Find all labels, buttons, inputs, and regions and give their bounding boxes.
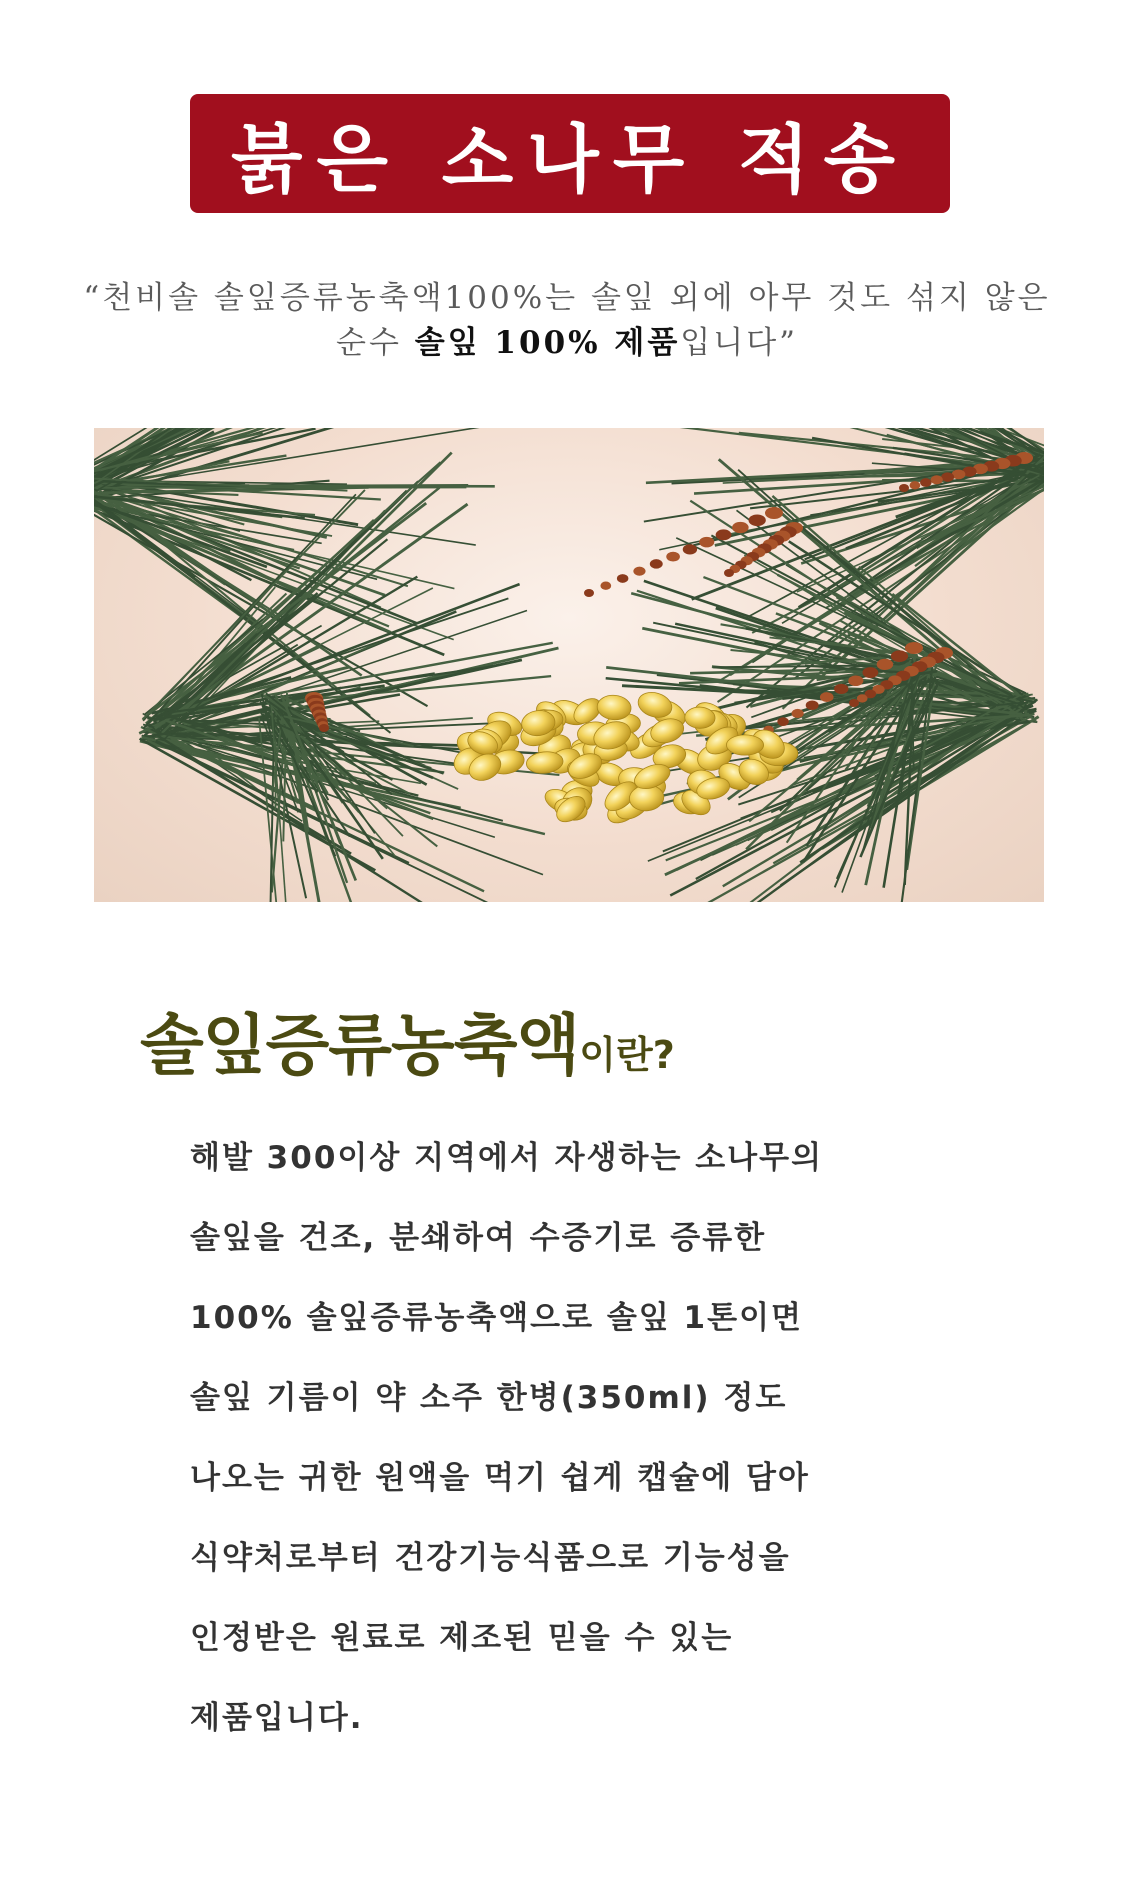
pine-catkin [650, 559, 663, 568]
pine-catkin [600, 582, 611, 590]
pine-catkin [941, 472, 954, 481]
description-line: 식약처로부터 건강기능식품으로 기능성을 [190, 1540, 791, 1576]
pine-catkin [899, 484, 909, 492]
quote-line-2-prefix: 순수 [336, 325, 415, 361]
description-line: 100% 솔잎증류농축액으로 솔잎 1톤이면 [190, 1300, 803, 1336]
pine-catkin [931, 475, 943, 484]
pine-catkin [716, 529, 732, 540]
page-title: 붉은 소나무 적송 [231, 116, 909, 203]
pine-catkin [617, 574, 628, 583]
pine-catkin [319, 724, 329, 732]
pine-catkin [749, 514, 766, 526]
section-heading-suffix: 이란? [579, 1033, 675, 1077]
section-heading-main: 솔잎증류농축액 [140, 1007, 580, 1084]
pine-catkin [732, 522, 749, 533]
quote-line-1: “천비솔 솔잎증류농축액100%는 솔잎 외에 아무 것도 섞지 않은 [83, 280, 1051, 316]
pine-catkin [806, 701, 819, 710]
pine-catkin [920, 478, 931, 487]
pine-catkin [699, 537, 714, 548]
intro-quote [40, 276, 1094, 366]
description-line: 해발 300이상 지역에서 자생하는 소나무의 [190, 1140, 824, 1176]
quote-line-2 [40, 321, 1094, 366]
pine-catkin [777, 717, 788, 726]
pine-catkin [848, 675, 863, 686]
pine-catkin [683, 544, 697, 554]
pine-catkin [724, 569, 734, 577]
product-photo [94, 428, 1044, 902]
pine-catkin [834, 684, 848, 694]
pine-catkin [905, 642, 923, 654]
pine-catkin [862, 667, 878, 678]
title-banner [190, 94, 950, 213]
pine-catkin [820, 692, 834, 702]
softgel-capsule [726, 735, 763, 755]
description-line: 나오는 귀한 원액을 먹기 쉽게 캡슐에 담아 [190, 1460, 810, 1496]
description-line: 솔잎 기름이 약 소주 한병(350ml) 정도 [190, 1380, 788, 1416]
description-text [190, 1128, 950, 1768]
pine-catkin [765, 507, 783, 519]
pine-catkin [633, 567, 645, 576]
description-line: 인정받은 원료로 제조된 믿을 수 있는 [190, 1620, 734, 1656]
pine-catkin [877, 659, 894, 670]
quote-emphasis: 솔잎 100% 제품 [414, 325, 681, 361]
pine-catkin [666, 552, 680, 562]
section-heading [140, 992, 675, 1087]
pine-catkin [584, 589, 594, 597]
description-line: 제품입니다. [190, 1700, 364, 1736]
pine-catkin [891, 650, 908, 662]
pine-catkin [792, 709, 804, 718]
pine-capsules-illustration [94, 428, 1044, 902]
pine-catkin [849, 699, 859, 707]
pine-catkin [910, 481, 921, 489]
quote-line-2-suffix: 입니다” [680, 325, 798, 361]
description-line: 솔잎을 건조, 분쇄하여 수증기로 증류한 [190, 1220, 767, 1256]
